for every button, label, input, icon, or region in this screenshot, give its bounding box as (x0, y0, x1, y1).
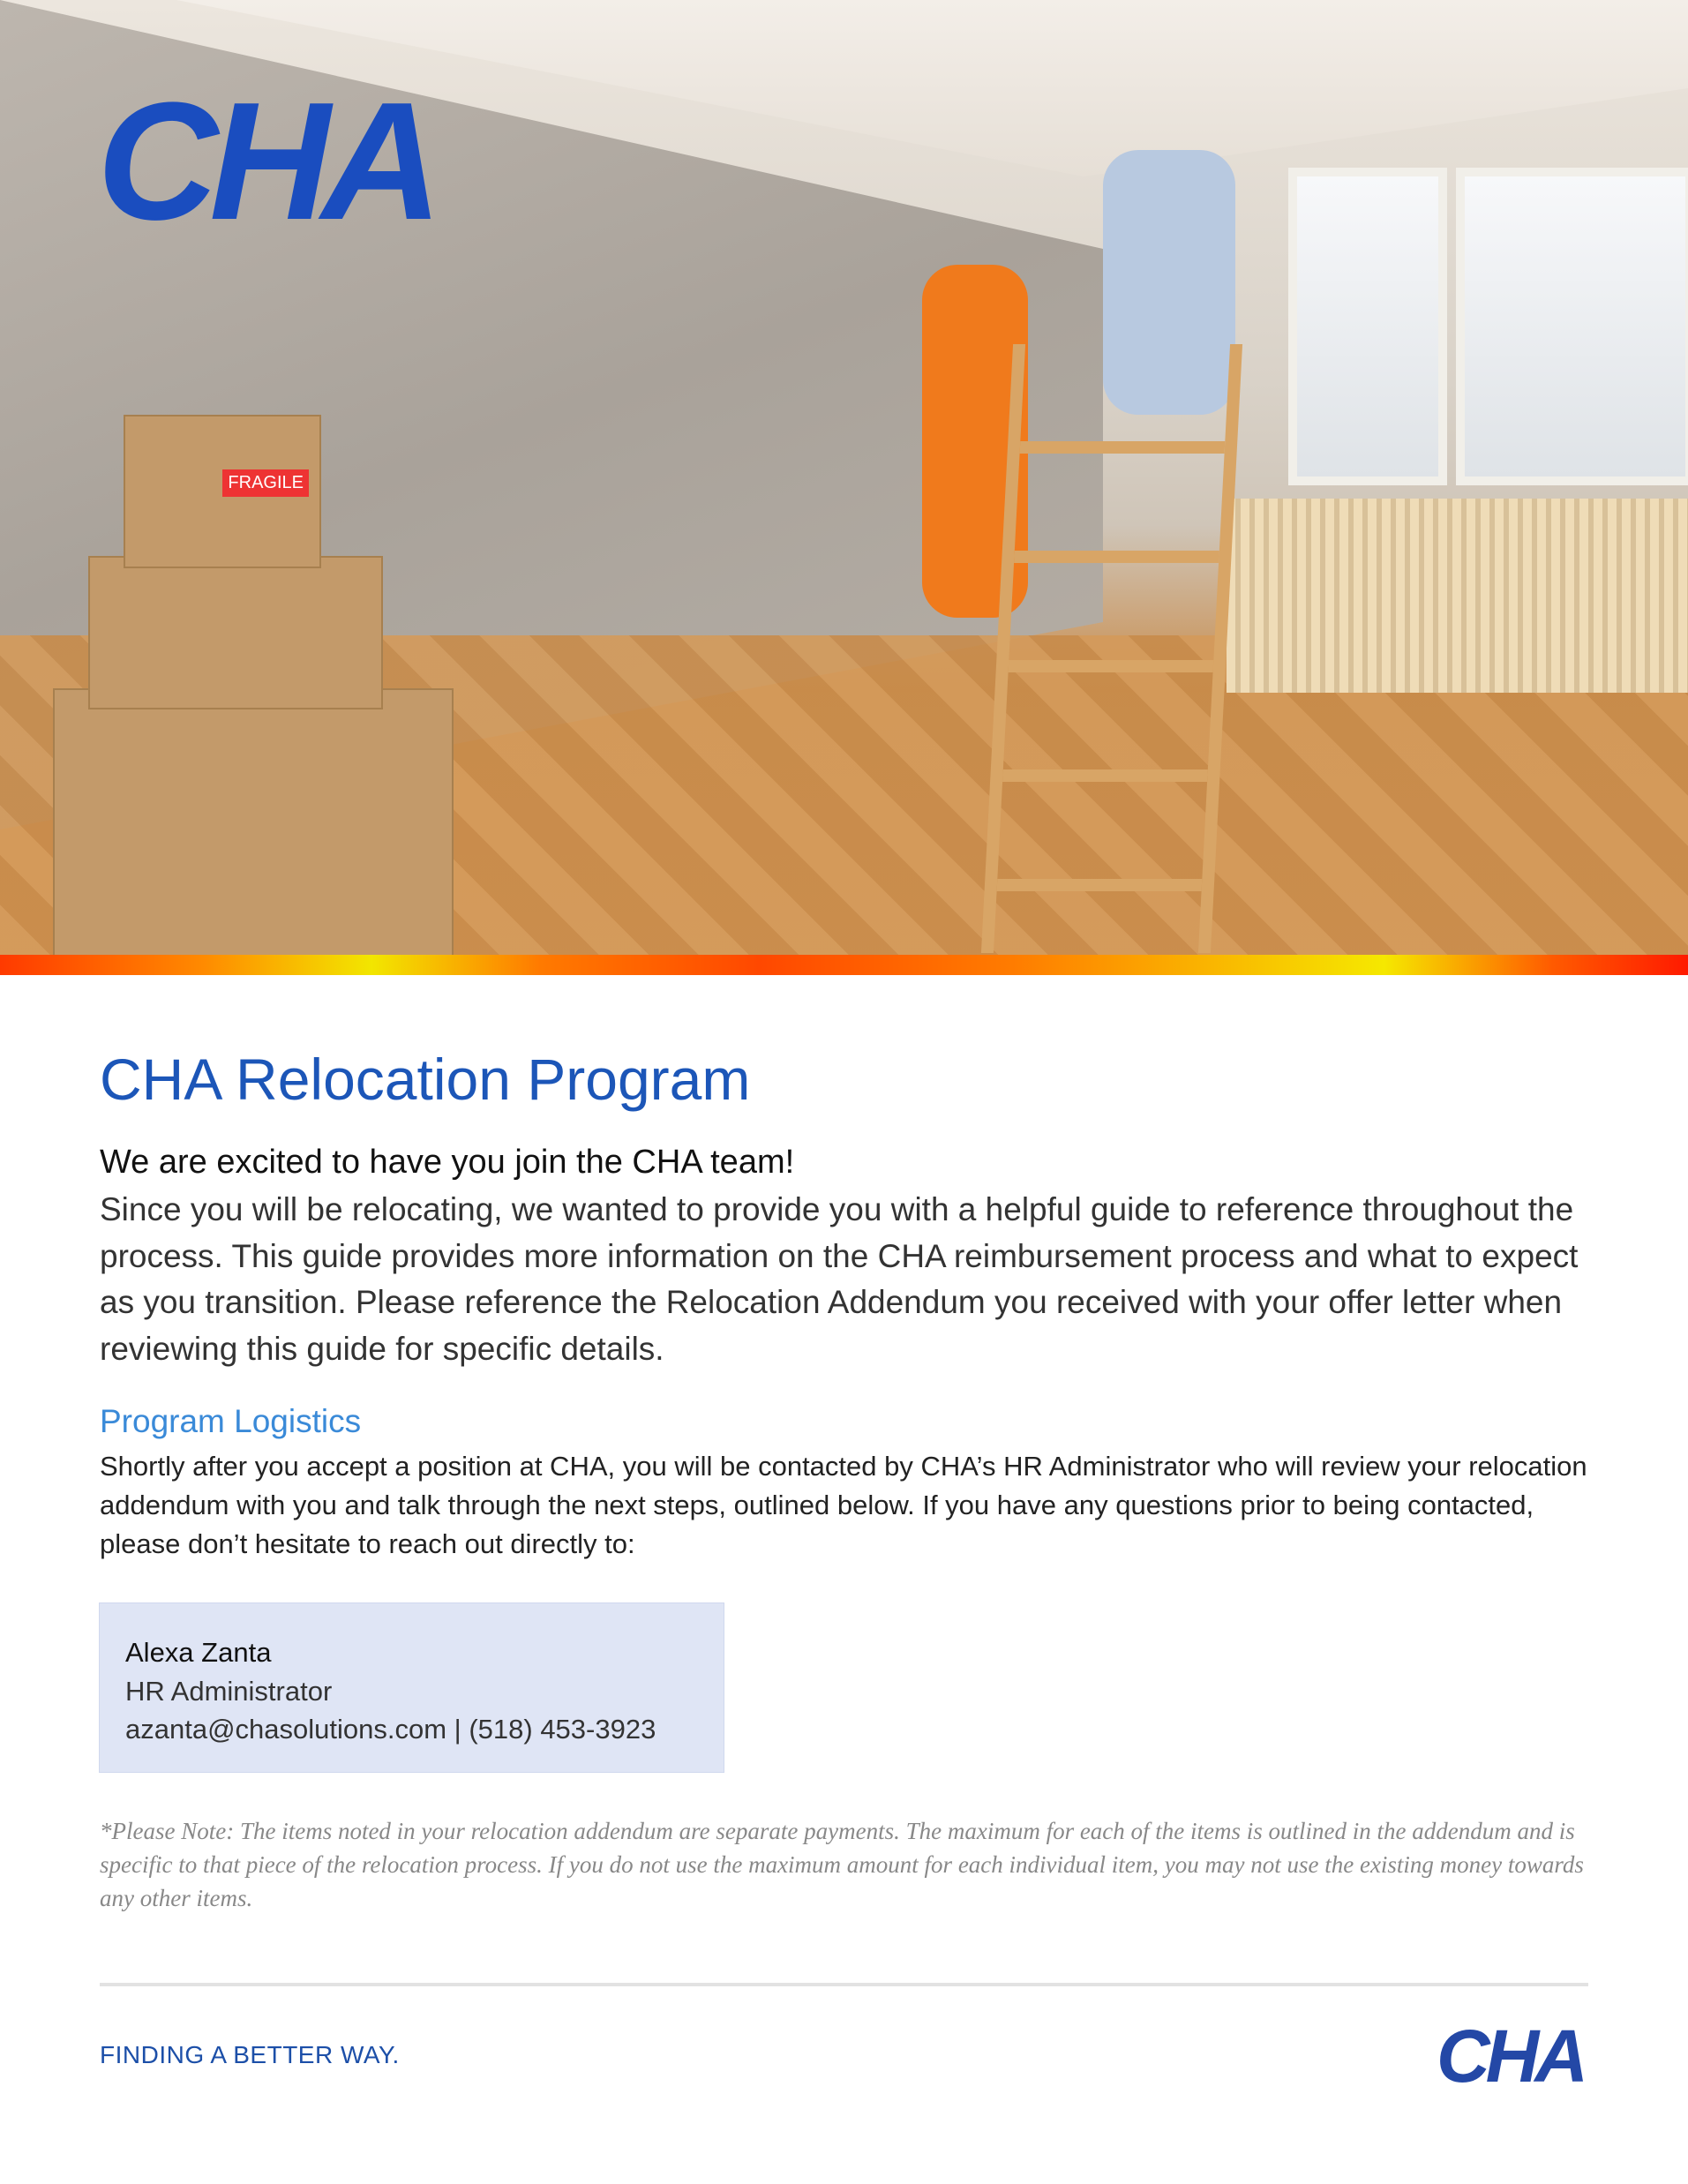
fragile-label: FRAGILE (222, 469, 309, 497)
contact-details[interactable]: azanta@chasolutions.com | (518) 453-3923 (125, 1714, 656, 1745)
radiator (1227, 499, 1688, 693)
moving-box (53, 688, 454, 955)
footer-cha-logo: CHA (1437, 2015, 1584, 2098)
gradient-stripe (0, 955, 1688, 975)
disclaimer-note: *Please Note: The items noted in your relocation addendum are separate payments. The maximum for each of the items is outlined in the addendum and is specific to that piece of the relocation process. If you do not use the maximum amount for each individual item, you may not use the existing money towards any other items. (100, 1818, 1584, 1911)
moving-box (88, 556, 383, 709)
intro-paragraph: Since you will be relocating, we wanted to provide you with a helpful guide to reference throughout the process. This guide provides more information on the CHA reimbursement process and what to expect as you transition. Please reference the Relocation Addendum you received with your offer letter when reviewing this guide for specific details. (100, 1191, 1579, 1367)
cha-logo: CHA (97, 68, 434, 255)
moving-box-fragile (124, 415, 321, 568)
ladder (981, 344, 1242, 953)
contact-role: HR Administrator (125, 1675, 333, 1707)
logistics-paragraph: Shortly after you accept a position at CHA, you will be contacted by CHA’s HR Administrator who will review your relocation addendum with you and talk through the next steps, outlined below. If you have any questions prior to being contacted, please don’t hesitate to reach out directly to: (100, 1451, 1587, 1559)
footer-tagline: FINDING A BETTER WAY. (100, 2041, 400, 2068)
divider (100, 1983, 1588, 1986)
section-heading-logistics: Program Logistics (100, 1403, 362, 1439)
welcome-heading: We are excited to have you join the CHA team! (100, 1144, 795, 1181)
hero-photo (0, 0, 1688, 955)
window (1456, 168, 1688, 485)
window (1288, 168, 1447, 485)
contact-name: Alexa Zanta (125, 1637, 272, 1668)
page-title: CHA Relocation Program (100, 1047, 751, 1112)
contact-card (99, 1602, 724, 1773)
